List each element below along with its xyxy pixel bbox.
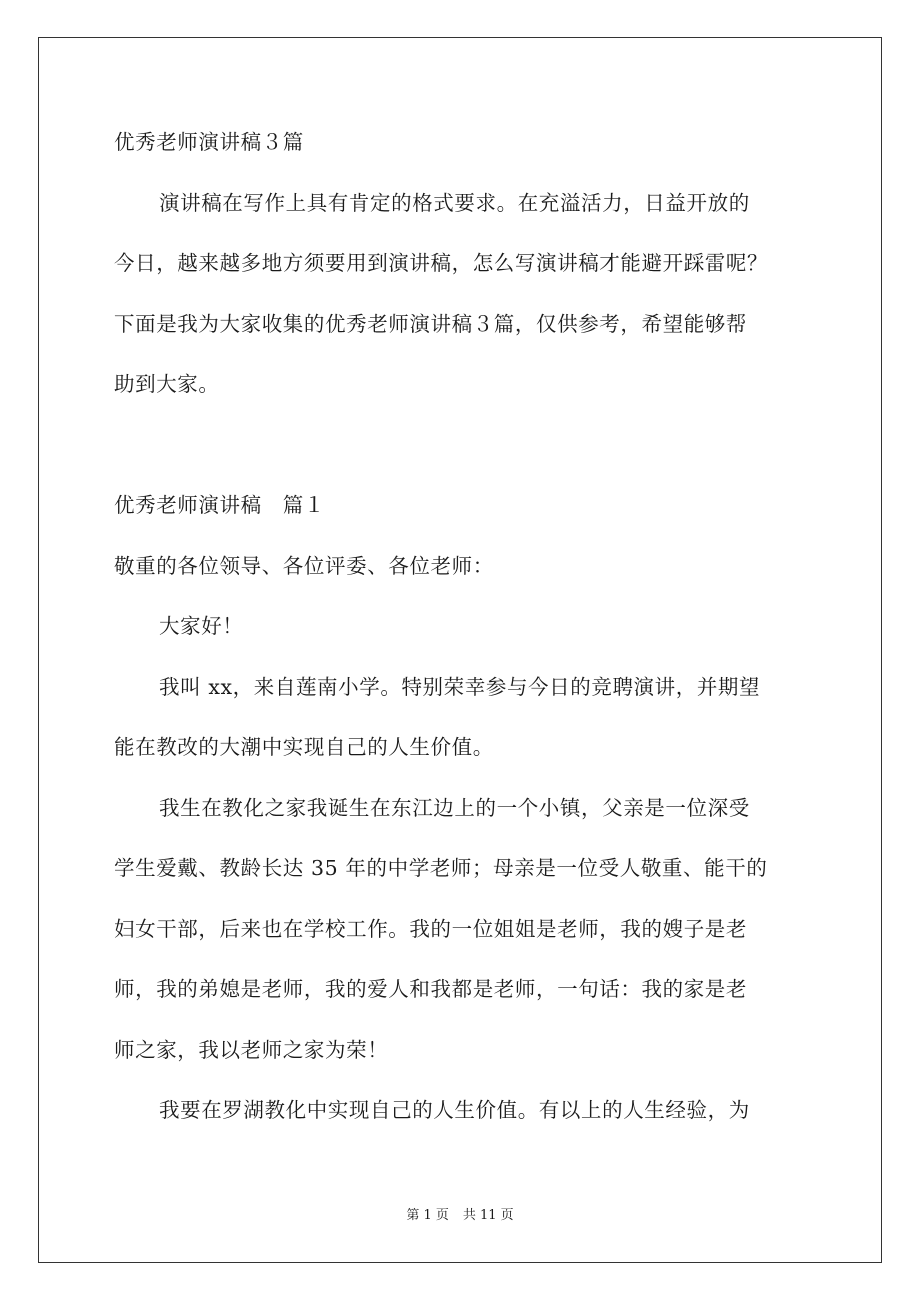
greeting: 大家好！ [159, 614, 244, 638]
para2-line-2: 学生爱戴、教龄长达 35 年的中学老师；母亲是一位受人敬重、能干的 [114, 856, 768, 880]
intro-line-1: 演讲稿在写作上具有肯定的格式要求。在充溢活力，日益开放的 [159, 191, 750, 215]
page-total: 共 11 页 [462, 1208, 514, 1223]
page-number: 第 1 页 [406, 1208, 449, 1223]
para3-line-1: 我要在罗湖教化中实现自己的人生价值。有以上的人生经验，为 [159, 1098, 750, 1122]
para2-line-4: 师，我的弟媳是老师，我的爱人和我都是老师，一句话：我的家是老 [114, 977, 747, 1001]
page-frame [38, 37, 882, 1263]
para1-line-2: 能在教改的大潮中实现自己的人生价值。 [114, 735, 494, 759]
document-title: 优秀老师演讲稿３篇 [114, 130, 304, 154]
para2-line-5: 师之家，我以老师之家为荣！ [114, 1038, 389, 1062]
salutation: 敬重的各位领导、各位评委、各位老师： [114, 554, 494, 578]
para2-line-1: 我生在教化之家我诞生在东江边上的一个小镇，父亲是一位深受 [159, 796, 750, 820]
intro-line-4: 助到大家。 [114, 372, 220, 396]
section-heading: 优秀老师演讲稿 篇１ [114, 493, 325, 517]
para1-line-1: 我叫 xx，来自莲南小学。特别荣幸参与今日的竞聘演讲，并期望 [159, 675, 761, 699]
para2-line-3: 妇女干部，后来也在学校工作。我的一位姐姐是老师，我的嫂子是老 [114, 917, 747, 941]
page-footer [0, 1208, 920, 1224]
intro-line-2: 今日，越来越多地方须要用到演讲稿，怎么写演讲稿才能避开踩雷呢？ [114, 251, 769, 275]
intro-line-3: 下面是我为大家收集的优秀老师演讲稿３篇，仅供参考，希望能够帮 [114, 312, 747, 336]
